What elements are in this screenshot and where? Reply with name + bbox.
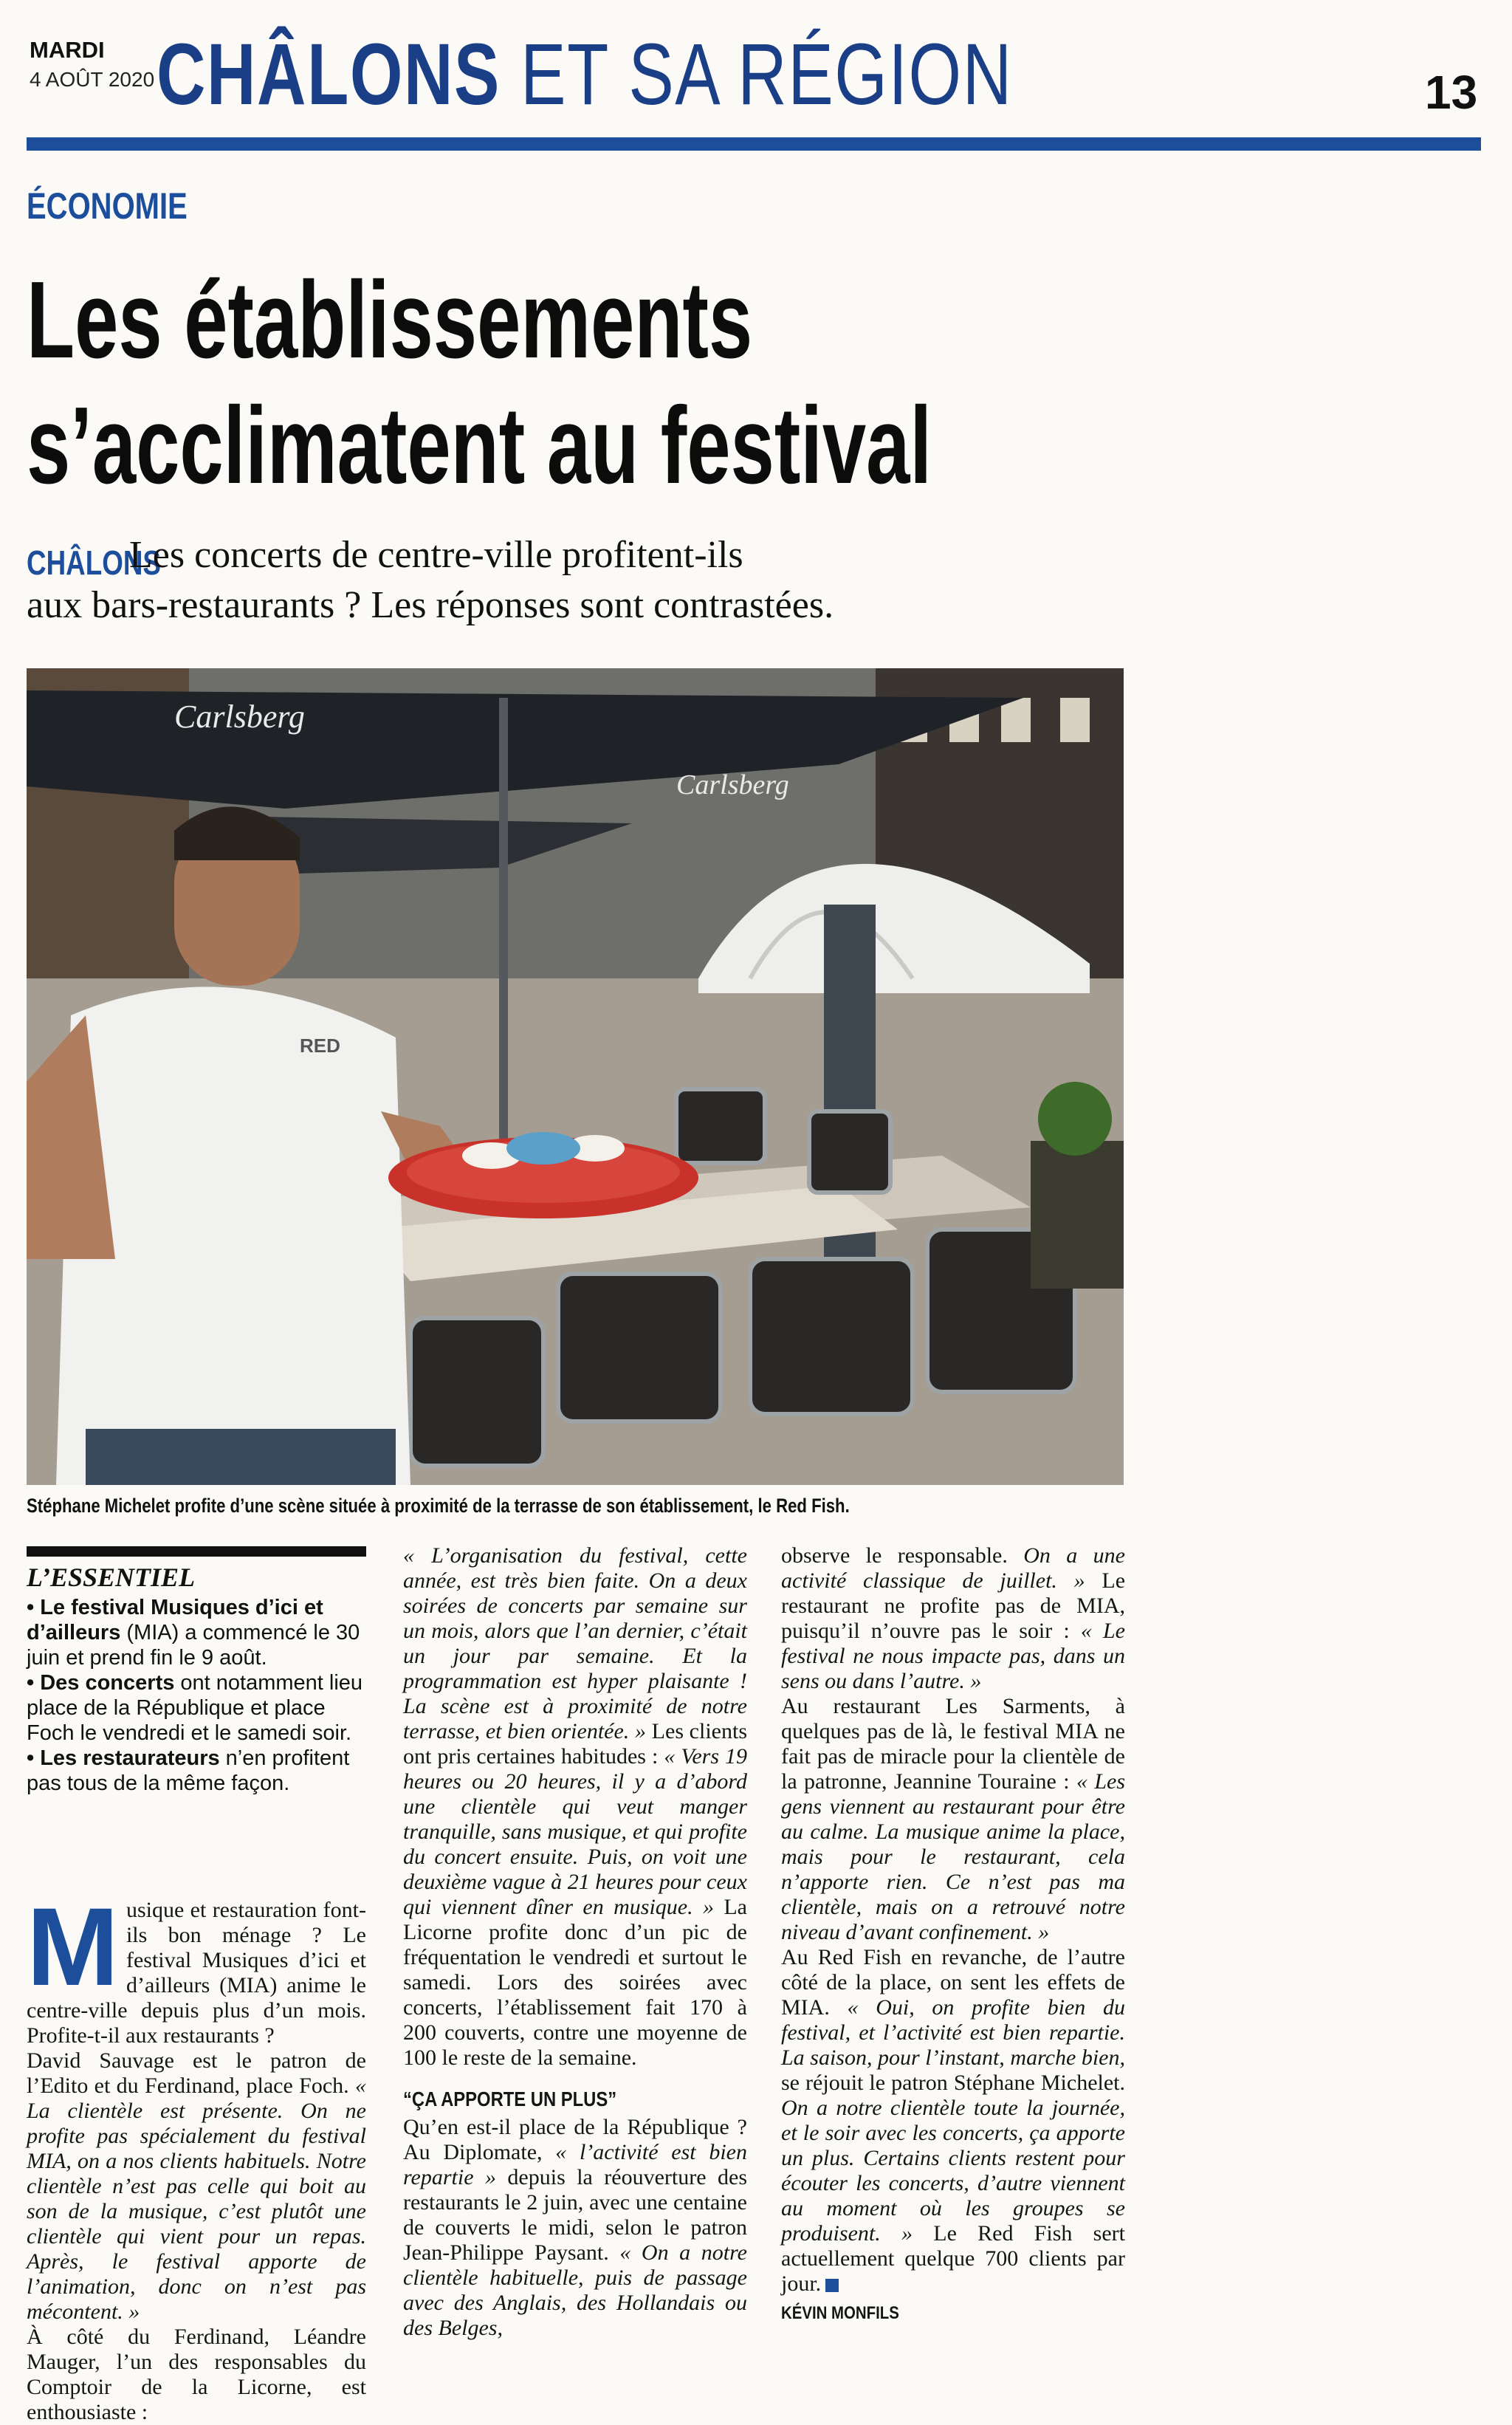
redfish-text-a: Au Red Fish en revanche, de l’autre côté de la place, on sent les effets de MIA. (781, 1945, 1125, 2020)
paragraph-licorne (403, 1543, 747, 2071)
redfish-text-b: se réjouit le patron Stéphane Michelet. (781, 2071, 1125, 2095)
redfish-quote: « Oui, on profite bien du festival, et l’activité est bien repartie. La saison, pour l’instant, marche bien, (781, 1995, 1125, 2070)
umbrella-logo-1: Carlsberg (174, 699, 305, 735)
article-column-1 (27, 1884, 366, 2425)
section-title-region: ET SA RÉGION (501, 26, 1013, 123)
section-title (157, 26, 1013, 123)
redfish-text-c: Le Red Fish sert actuellement quelque 700 clients par jour. (781, 2221, 1125, 2296)
article-column-3 (781, 1543, 1125, 2326)
essentiel-item-festival-text: (MIA) a commencé le 30 juin et prend fin le 9 août. (27, 1621, 360, 1670)
licorne-habits-text: Les clients ont pris certaines habitudes : (403, 1719, 747, 1769)
page-number: 13 (1425, 66, 1478, 119)
rubrique-label: ÉCONOMIE (27, 185, 188, 227)
section-title-city: CHÂLONS (157, 26, 501, 123)
paragraph-sarments (781, 1694, 1125, 1945)
diplomate-text-b: depuis la réouverture des restaurants le 2 juin, avec une centaine de couverts le midi, selon le patron Jean-Philippe Paysant. (403, 2165, 747, 2265)
sauvage-text: David Sauvage est le patron de l’Edito et du Ferdinand, place Foch. (27, 2048, 366, 2098)
licorne-quote-2: « Vers 19 heures ou 20 heures, il y a d’abord une clientèle qui veut manger tranquille, sans musique, et qui profite du concert ensuite. Puis, on voit une deuxième vague à 21 heures pour ceux qui viennent dîner en musique. » (403, 1744, 747, 1919)
edition-date: 4 AOÛT 2020 (30, 68, 155, 91)
article-column-2 (403, 1543, 747, 2341)
paragraph-diplomate (403, 2115, 747, 2341)
sarments-text: Au restaurant Les Sarments, à quelques pas de là, le festival MIA ne fait pas de miracle pour la clientèle de la patronne, Jeannine Touraine : (781, 1694, 1125, 1794)
subheading: “ÇA APPORTE UN PLUS” (403, 2088, 617, 2110)
essentiel-item-concerts (27, 1670, 374, 1746)
edition-day: MARDI (30, 37, 105, 63)
licorne-figures-text: La Licorne profite donc d’un pic de fréquentation le vendredi et surtout le samedi. Lors des soirées avec concerts, l’établissement fait 170 à 200 couverts, contre une moyenne de 100 le reste de la semaine. (403, 1895, 748, 2070)
paragraph-intro (27, 1884, 366, 2048)
diplomate-text-a: Qu’en est-il place de la République ? Au Diplomate, (403, 2115, 747, 2164)
drop-cap: M (27, 1884, 119, 2009)
diplomate-quote: « l’activité est bien repartie » (403, 2140, 747, 2189)
diplomate-text-c: observe le responsable. (781, 1543, 1024, 1568)
sauvage-quote: « La clientèle est présente. On ne profite pas spécialement du festival MIA, on a nos clients habituels. Notre clientèle n’est pas celle qui boit au son de la musique, c’est plutôt une clientèle qui vient pour un repas. Après, le festival apporte de l’animation, donc on n’est pas mécontent. » (27, 2074, 366, 2324)
umbrella-logo-2: Carlsberg (676, 769, 789, 800)
headline-line-2: s’acclimatent au festival (27, 385, 932, 507)
author-byline: KÉVIN MONFILS (781, 2303, 899, 2323)
intro-text: usique et restauration font-ils bon ménage ? Le festival Musiques d’ici et d’ailleurs (MIA) anime le centre-ville depuis plus d’un mois. Profite-t-il aux restaurants ? (27, 1898, 366, 2048)
paragraph-diplomate-end (781, 1543, 1125, 1694)
diplomate-quote-4: « Le festival ne nous impacte pas, dans un sens ou dans l’autre. » (781, 1619, 1125, 1693)
essentiel-item-festival (27, 1595, 374, 1670)
redfish-quote-2: On a notre clientèle toute la journée, et le soir avec les concerts, ça apporte un plus. Certains clients restent pour écouter les concerts, d’autre viennent au moment où les groupes se produisent. » (781, 2096, 1125, 2246)
licorne-intro-text: À côté du Ferdinand, Léandre Mauger, l’un des responsables du Comptoir de la Licorne, est enthousiaste : (27, 2325, 366, 2424)
end-of-article-icon (825, 2279, 839, 2292)
shirt-logo: RED (300, 1035, 340, 1057)
chapo-line-1: Les concerts de centre-ville profitent-ils (129, 534, 743, 576)
headline-line-1: Les établissements (27, 259, 753, 381)
paragraph-sauvage (27, 2048, 366, 2325)
article-photo (27, 668, 1124, 1485)
diplomate-text-d: Le restaurant ne profite pas de MIA, puisqu’il n’ouvre pas le soir : (781, 1568, 1126, 1643)
licorne-quote: « L’organisation du festival, cette année, est très bien faite. On a deux soirées de concerts par semaine sur un mois, alors que l’an dernier, c’était un jour par semaine. Et la programmation est hyper plaisante ! La scène est à proximité de notre terrasse, et bien orientée. » (403, 1543, 747, 1743)
essentiel-bar (27, 1546, 366, 1557)
paragraph-licorne-start (27, 2325, 366, 2425)
essentiel-title: L’ESSENTIEL (27, 1563, 196, 1592)
essentiel-item-restaurateurs (27, 1746, 374, 1796)
chapo-location-tag: CHÂLONS (27, 543, 161, 582)
diplomate-quote-2: « On a notre clientèle habituelle, puis de passage avec des Anglais, des Hollandais ou des Belges, (403, 2240, 747, 2340)
essentiel-item-concerts-bold: • Des concerts (27, 1671, 175, 1695)
chapo-line-2: aux bars-restaurants ? Les réponses sont contrastées. (27, 584, 834, 626)
header-rule (27, 137, 1481, 151)
sarments-quote: « Les gens viennent au restaurant pour être au calme. La musique anime la place, mais pour le restaurant, cela n’apporte rien. Ce n’est pas ma clientèle, mais on a retrouvé notre niveau d’avant confinement. » (781, 1769, 1125, 1944)
essentiel-item-restaurateurs-text: n’en profitent pas tous de la même façon. (27, 1746, 350, 1795)
essentiel-item-concerts-text: ont notamment lieu place de la République et place Foch le vendredi et le samedi soir. (27, 1671, 363, 1745)
paragraph-redfish (781, 1945, 1125, 2297)
essentiel-item-restaurateurs-bold: • Les restaurateurs (27, 1746, 220, 1770)
photo-caption: Stéphane Michelet profite d’une scène située à proximité de la terrasse de son établissement, le Red Fish. (27, 1495, 850, 1517)
diplomate-quote-3: On a une activité classique de juillet. » (781, 1543, 1125, 1593)
essentiel-item-festival-bold: • Le festival Musiques d’ici et d’ailleurs (27, 1596, 323, 1644)
